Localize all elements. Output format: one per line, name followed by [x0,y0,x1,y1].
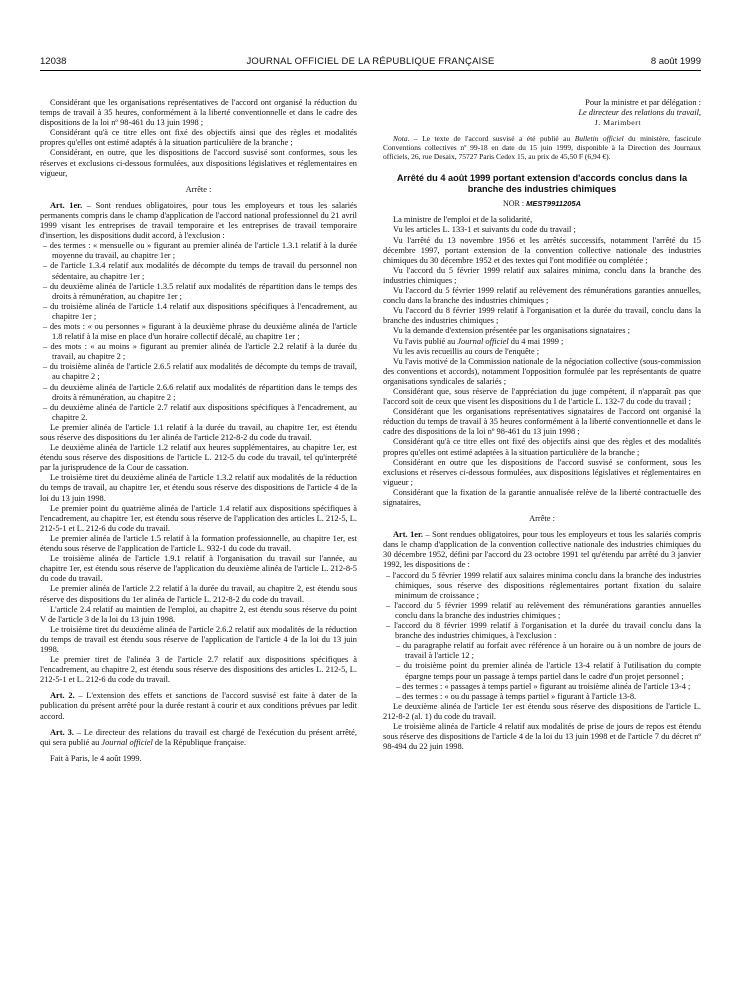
exclusion-item: – du deuxième alinéa de l'article 2.7 relatif aux dispositions spécifiques à l'encadrement, au chapitre 2. [43,402,357,422]
exclusion-item: – du deuxième alinéa de l'article 2.6.6 relatif aux modalités de répartition dans le temps des droits à rémunération, au chapitre 2 ; [43,382,357,402]
exclusion-list [40,241,357,423]
arrete-heading: Arrête : [185,184,212,194]
visa-line: Vu l'accord du 5 février 1999 relatif aux salaires minima, conclu dans la branche des industries chimiques ; [383,265,701,285]
visa-line: Considérant que les organisations représentatives signataires de l'accord ont organisé la réduction du temps de travail à 35 heures conformément à la liberté conventionnelle et dans le cadre des dispositions de la loi nº 98-461 du 13 juin 1998 ; [383,407,701,437]
visa-jo-journal: Journal officiel [457,336,509,346]
header-rule [40,70,701,71]
reservation-paragraph: Le premier alinéa de l'article 1.1 relatif à la durée du travail, au chapitre 1er, est étendu sous réserve des dispositions du 1er alinéa de l'article 212-8-2 du code du travail. [40,422,357,442]
agreement-list [383,571,701,642]
considerant-1: Considérant que les organisations représentatives de l'accord ont organisé la réduction du temps de travail à 35 heures, conformément à la liberté conventionnelle et dans le cadre des dispositions de la loi nº 98-461 du 13 juin 1998 ; [40,98,357,128]
nor-code: MEST9911205A [526,199,582,209]
visa-line: Vu les avis recueillis au cours de l'enquête ; [393,346,540,356]
article-1-text: – Sont rendues obligatoires, pour tous les employeurs et tous les salariés permanents compris dans le champ d'application de l'accord national professionnel du 21 avril 1999 visant les entreprises de travail temporaire et les entreprises de travail temporaire d'insertion, les dispositions dudit accord, à l'exclusion : [40,200,357,241]
issue-date: 8 août 1999 [650,56,701,67]
right-column [383,98,701,752]
considerant-2: Considérant qu'à ce titre elles ont fixé des objectifs ainsi que des règles et modalités propres qu'elles ont estimé adaptés à la situation particulière de la branche ; [40,128,357,148]
visa-line: La ministre de l'emploi et de la solidarité, [393,215,533,225]
signature-name [383,118,701,128]
visa-line: Vu l'accord du 5 février 1999 relatif au relèvement des rémunérations garanties annuelles, conclu dans la branche des industries chimiques ; [383,286,701,306]
visa-line: Vu l'accord du 8 février 1999 relatif à l'organisation et la durée du travail, conclu dans la branche des industries chimiques ; [383,306,701,326]
exclusion-item: – des mots : « au moins » figurant au premier alinéa de l'article 2.2 relatif à la durée du travail, au chapitre 2 ; [43,342,357,362]
exclusion-subitem: – du troisième point du premier alinéa de l'article 13-4 relatif à l'utilisation du compte épargne temps pour un passage à temps partiel dans le cadre d'un projet personnel ; [396,661,701,681]
reservation-paragraph: Le premier tiret de l'alinéa 3 de l'article 2.7 relatif aux dispositions spécifiques à l'encadrement, au chapitre 2, est étendu sous réserve des dispositions des articles L. 212-5, L. 212-5-1 et L. 212-6 du code du travail. [40,655,357,685]
exclusion-item: – du deuxième alinéa de l'article 1.3.5 relatif aux modalités de répartition dans le temps des droits à rémunération, au chapitre 1er ; [43,281,357,301]
exclusion-item: – de l'article 1.3.4 relatif aux modalités de décompte du temps de travail du personnel non sédentaire, au chapitre 1er ; [43,261,357,281]
nota-text-b: du ministère, fascicule Conventions collectives nº 99-18 en date du 15 juin 1999, disponible à la Direction des Journaux officiels, 26, rue Desaix, 75727 Paris Cedex 15, au prix de 45,50 F (6,94 €). [383,134,701,162]
nota-text-a: – Le texte de l'accord susvisé a été publié au [409,134,575,144]
article-1-right-text: – Sont rendues obligatoires, pour tous les employeurs et tous les salariés compris dans le champ d'application de la convention collective nationale des industries chimiques du 30 décembre 1952, défini par l'accord du 23 octobre 1991 tel qu'étendu par arrêté du 3 janvier 1992, les dispositions de : [383,530,701,570]
nor-label: NOR : [502,199,527,209]
journal-title: JOURNAL OFFICIEL DE LA RÉPUBLIQUE FRANÇAISE [246,56,495,67]
nota [383,134,701,161]
decree-title: Arrêté du 4 août 1999 portant extension d'accords conclus dans la branche des industries chimiques [396,173,688,195]
visas-list [383,215,701,336]
reservation-paragraph: Le deuxième alinéa de l'article 1er est étendu sous réserve des dispositions de l'article L. 212-8-2 (al. 1) du code du travail. [383,701,701,721]
signature-line-2: Le directeur des relations du travail, [578,108,701,118]
visa-jo [383,337,701,347]
reservation-paragraph: Le troisième tiret du deuxième alinéa de l'article 1.3.2 relatif aux modalités de la réduction du temps de travail, au chapitre 1er, et étendu sous réserve des dispositions de l'article 4 de la loi du 13 juin 1998. [40,473,357,503]
reservation-paragraph: Le premier alinéa de l'article 1.5 relatif à la formation professionnelle, au chapitre 1er, est étendu sous réserve de l'application de l'article L. 932-1 du code du travail. [40,533,357,554]
left-column [40,98,357,764]
reservation-paragraph: Le troisième tiret du deuxième alinéa de l'article 2.6.2 relatif aux modalités de la réduction du temps de travail est étendu sous réserve de l'application de l'article 4 de la loi du 13 juin 1998. [40,624,357,654]
exclusion-subitem: – des termes : « ou du passage à temps partiel » figurant à l'article 13-8. [396,691,637,701]
agreement-item: – l'accord du 8 février 1999 relatif à l'organisation et la durée du travail conclu dans la branche des industries chimiques, à l'exclusion : [386,621,701,641]
visa-line: Considérant en outre que les dispositions de l'accord susvisé se conforment, sous les exclusions et réserves ci-dessous formulées, aux dispositions législatives et réglementaires en vigueur ; [383,457,701,487]
article-3-text-a: – Le directeur des relations du travail est chargé de l'exécution du présent arrêté, qui sera publié au [40,727,357,747]
visa-line: Vu la demande d'extension présentée par les organisations signataires ; [393,326,630,336]
exclusion-item: – des termes : « mensuelle ou » figurant au premier alinéa de l'article 1.3.1 relatif à la durée moyenne du travail, au chapitre 1er ; [43,241,357,261]
reservation-paragraph: Le troisième alinéa de l'article 1.9.1 relatif à l'organisation du travail sur l'année, au chapitre 1er, est étendu sous réserve de l'application du deuxième alinéa de l'article L. 212-8-5 du code du travail. [40,554,357,584]
article-1-right [383,530,701,570]
reservation-paragraph: Le deuxième alinéa de l'article 1.2 relatif aux heures supplémentaires, au chapitre 1er, est étendu sous réserve des dispositions de l'article L. 212-5 du code du travail, tel qu'interprété par la jurisprudence de la Cour de cassation. [40,443,357,473]
considerant-3: Considérant, en outre, que les dispositions de l'accord susvisé sont conformes, sous les réserves et exclusions ci-dessous formulées, aux dispositions législatives et réglementaires en vigueur, [40,148,357,178]
signature-line-1: Pour la ministre et par délégation : [585,98,701,107]
exclusion-item: – du troisième alinéa de l'article 1.4 relatif aux dispositions spécifiques à l'encadrement, au chapitre 1er ; [43,301,357,321]
visas-considerants [383,347,701,509]
visa-line: Considérant que la fixation de la garantie annualisée relève de la liberté contractuelle des signataires, [383,487,701,507]
article-2-label: Art. 2. [50,691,75,701]
fait-a-paris: Fait à Paris, le 4 août 1999. [50,753,142,763]
visa-line: Considérant qu'à ce titre elles ont fixé des objectifs ainsi que des règles et des modalités propres qu'elles ont estimé adaptées à la situation particulière de la branche ; [383,437,701,457]
visa-jo-text-b: du 4 mai 1999 ; [508,336,564,346]
article-2 [40,691,357,721]
reservation-paragraphs-right [383,702,701,752]
exclusion-subitem: – des termes : « passages à temps partiel » figurant au troisième alinéa de l'article 13-4 ; [396,681,691,691]
article-3-text-b: de la République française. [152,737,247,747]
article-1 [40,201,357,241]
nota-label: Nota. [393,134,410,144]
article-1-label: Art. 1er. [50,200,83,210]
signatory: J. Marimbert [594,118,641,128]
article-3 [40,728,357,748]
reservation-paragraphs [40,423,357,685]
nota-bulletin: Bulletin officiel [574,134,624,144]
exclusion-sublist [383,641,701,702]
page-header [40,56,701,70]
arrete-heading-right: Arrête : [529,514,555,524]
article-2-text: – L'extension des effets et sanctions de l'accord susvisé est faite à dater de la publication du présent arrêté pour la durée restant à courir et aux conditions prévues par ledit accord. [40,691,357,721]
reservation-paragraph: Le troisième alinéa de l'article 4 relatif aux modalités de prise de jours de repos est étendu sous réserve des dispositions de l'article 4 de la loi du 13 juin 1998 et de l'article 7 du décret nº 98-494 du 22 juin 1998. [383,721,701,752]
visa-line: Vu les articles L. 133-1 et suivants du code du travail ; [393,225,576,235]
visa-line: Vu l'avis motivé de la Commission nationale de la négociation collective (sous-commission des conventions et accords), notamment l'opposition formulée par les représentants de quatre organisations syndicales de salariés ; [383,356,701,386]
exclusion-subitem: – du paragraphe relatif au forfait avec référence à un horaire ou à un nombre de jours de travail à l'article 12 ; [396,641,701,661]
article-3-journal: Journal officiel [101,737,153,747]
visa-line: Considérant que, sous réserve de l'appréciation du juge compétent, il n'apparaît pas que l'accord soit de ceux que visent les dispositions du I de l'article L. 132-7 du code du travail ; [383,386,701,407]
exclusion-item: – des mots : « ou personnes » figurant à la deuxième phrase du deuxième alinéa de l'article 1.8 relatif à la mise en place d'un horaire collectif décalé, au chapitre 1er ; [43,321,357,342]
agreement-item: – l'accord du 5 février 1999 relatif aux salaires minima conclu dans la branche des industries chimiques, sous réserve des dispositions réglementaires portant fixation du salaire minimum de croissance ; [386,570,701,600]
article-3-label: Art. 3. [50,727,74,737]
nor-reference [383,199,701,209]
article-1-right-label: Art. 1er. [393,530,424,540]
exclusion-item: – du troisième alinéa de l'article 2.6.5 relatif aux modalités de décompte du temps de travail, au chapitre 2 ; [43,362,357,382]
reservation-paragraph: Le premier point du quatrième alinéa de l'article 1.4 relatif aux dispositions spécifiques à l'encadrement, au chapitre 1er, est étendu sous réserve de l'application des articles L. 212-5, L. 212-5-1 et L. 212-6 du code du travail. [40,503,357,533]
visa-line: Vu l'arrêté du 13 novembre 1956 et les arrêtés successifs, notamment l'arrêté du 15 décembre 1997, portant extension de la convention collective nationale des industries chimiques du 30 décembre 1952 et des textes qui l'ont modifiée ou complétée ; [383,235,701,265]
reservation-paragraph: L'article 2.4 relatif au maintien de l'emploi, au chapitre 2, est étendu sous réserve du point V de l'article 3 de la loi du 13 juin 1998. [40,604,357,624]
page-number: 12038 [40,56,67,67]
visa-jo-text-a: Vu l'avis publié au [393,336,458,346]
agreement-item: – l'accord du 5 février 1999 relatif au relèvement des rémunérations garanties annuelles conclu dans la branche des industries chimiques ; [386,600,701,620]
reservation-paragraph: Le premier alinéa de l'article 2.2 relatif à la durée du travail, au chapitre 2, est étendu sous réserve des dispositions du 1er alinéa de l'article L. 212-8-2 du code du travail. [40,584,357,604]
